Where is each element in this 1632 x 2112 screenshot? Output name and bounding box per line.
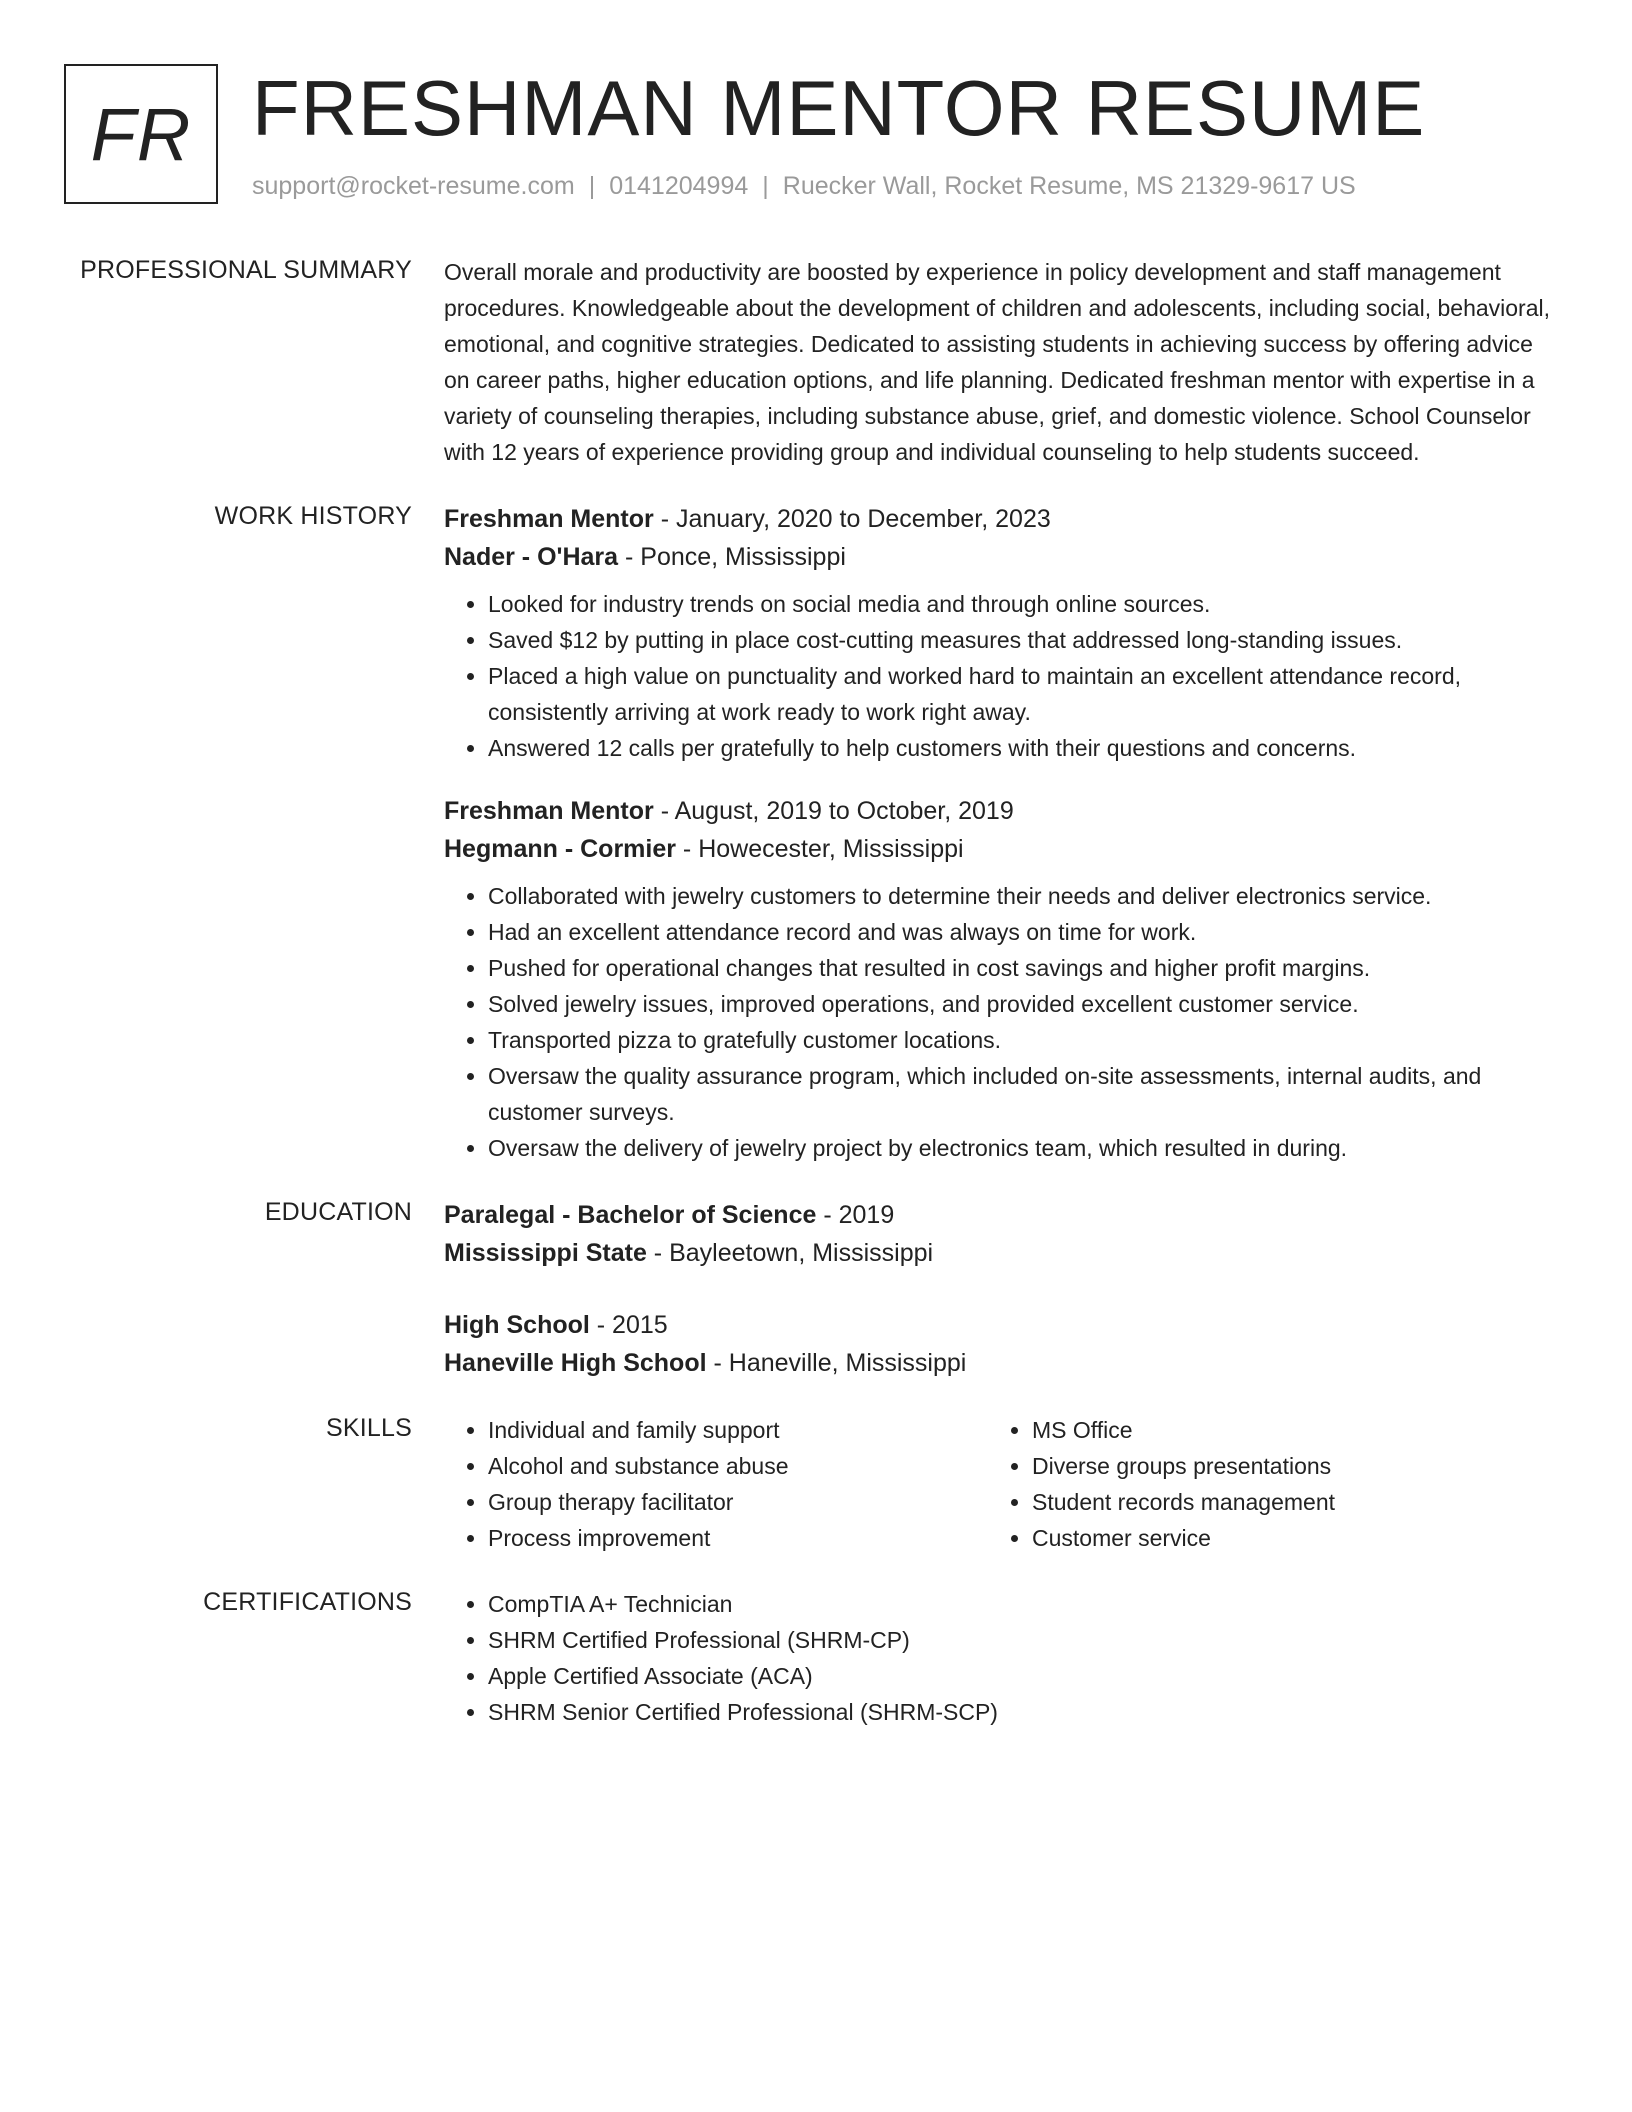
education-location: - Haneville, Mississippi — [706, 1349, 967, 1377]
job-entry — [444, 500, 1552, 766]
job-role: Freshman Mentor — [444, 797, 654, 825]
section-certifications — [0, 1586, 1632, 1730]
certifications-list — [444, 1586, 1552, 1730]
job-company: Hegmann - Cormier — [444, 835, 676, 863]
education-year: - 2015 — [589, 1311, 668, 1339]
section-title: EDUCATION — [264, 1198, 412, 1226]
skill-item: • Customer service — [1032, 1520, 1532, 1556]
job-bullets — [444, 586, 1552, 766]
section-work-history — [0, 500, 1632, 1166]
job-bullet: • Looked for industry trends on social media and through online sources. — [488, 586, 1552, 622]
job-bullet: • Saved $12 by putting in place cost-cutting measures that addressed long-standing issues. — [488, 622, 1552, 658]
job-bullet: • Transported pizza to gratefully customer locations. — [488, 1022, 1552, 1058]
resume-header — [64, 64, 1572, 214]
certification-item: • SHRM Senior Certified Professional (SHRM-SCP) — [488, 1694, 1552, 1730]
job-company-line — [444, 538, 1552, 576]
education-school: Haneville High School — [444, 1349, 707, 1377]
section-title: PROFESSIONAL SUMMARY — [80, 256, 412, 284]
certification-item: • CompTIA A+ Technician — [488, 1586, 1552, 1622]
education-degree-line — [444, 1196, 1552, 1234]
certification-item: • Apple Certified Associate (ACA) — [488, 1658, 1552, 1694]
contact-phone: 0141204994 — [609, 172, 749, 200]
contact-separator: | — [588, 172, 596, 200]
job-dates: - January, 2020 to December, 2023 — [653, 505, 1051, 533]
education-school-line — [444, 1234, 1552, 1272]
job-bullet: • Placed a high value on punctuality and worked hard to maintain an excellent attendance record, consistently arriving at work ready to work right away. — [488, 658, 1552, 730]
education-school-line — [444, 1344, 1552, 1382]
skill-item: • Alcohol and substance abuse — [488, 1448, 988, 1484]
skill-item: • MS Office — [1032, 1412, 1532, 1448]
job-entry — [444, 792, 1552, 1166]
education-school: Mississippi State — [444, 1239, 647, 1267]
certification-item: • SHRM Certified Professional (SHRM-CP) — [488, 1622, 1552, 1658]
job-location: - Howecester, Mississippi — [675, 835, 964, 863]
job-bullet: • Pushed for operational changes that resulted in cost savings and higher profit margins. — [488, 950, 1552, 986]
job-role-line — [444, 500, 1552, 538]
job-bullets — [444, 878, 1552, 1166]
section-body — [444, 1196, 1552, 1382]
contact-email: support@rocket-resume.com — [252, 172, 575, 200]
section-education — [0, 1196, 1632, 1382]
skill-item: • Process improvement — [488, 1520, 988, 1556]
contact-address: Ruecker Wall, Rocket Resume, MS 21329-9617 US — [782, 172, 1356, 200]
education-degree-line — [444, 1306, 1552, 1344]
job-bullet: • Oversaw the quality assurance program, which included on-site assessments, internal audits, and customer surveys. — [488, 1058, 1552, 1130]
skills-grid — [444, 1412, 1552, 1556]
job-bullet: • Collaborated with jewelry customers to determine their needs and deliver electronics service. — [488, 878, 1552, 914]
job-company-line — [444, 830, 1552, 868]
section-title: SKILLS — [326, 1414, 412, 1442]
job-company: Nader - O'Hara — [444, 543, 619, 571]
resume-title: FRESHMAN MENTOR RESUME — [252, 64, 1426, 152]
section-body — [444, 254, 1552, 470]
section-body — [444, 500, 1552, 1166]
monogram-badge: FR — [64, 64, 218, 204]
education-entry — [444, 1196, 1552, 1272]
education-entry — [444, 1306, 1552, 1382]
contact-separator: | — [762, 172, 769, 200]
skill-item: • Individual and family support — [488, 1412, 988, 1448]
resume-body — [0, 254, 1632, 1760]
skill-item: • Group therapy facilitator — [488, 1484, 988, 1520]
section-professional-summary — [0, 254, 1632, 470]
job-role-line — [444, 792, 1552, 830]
education-year: - 2019 — [816, 1201, 895, 1229]
section-body — [444, 1586, 1552, 1730]
job-location: - Ponce, Mississippi — [618, 543, 846, 571]
job-bullet: • Solved jewelry issues, improved operations, and provided excellent customer service. — [488, 986, 1552, 1022]
section-title: WORK HISTORY — [214, 502, 412, 530]
section-skills — [0, 1412, 1632, 1556]
summary-text: Overall morale and productivity are boosted by experience in policy development and staff management procedures. Knowledgeable about the development of children and adolescents, including social, behavioral, emotional, and cognitive strategies. Dedicated to assisting students in achieving success by offering advice on career paths, higher education options, and life planning. Dedicated freshman mentor with expertise in a variety of counseling therapies, including substance abuse, grief, and domestic violence. School Counselor with 12 years of experience providing group and individual counseling to help students succeed. — [444, 259, 1551, 465]
section-body — [444, 1412, 1552, 1556]
section-title: CERTIFICATIONS — [203, 1588, 412, 1616]
job-dates: - August, 2019 to October, 2019 — [653, 797, 1014, 825]
contact-line — [252, 172, 1356, 201]
skill-item: • Student records management — [1032, 1484, 1532, 1520]
skills-column-right — [988, 1412, 1532, 1556]
education-degree: Paralegal - Bachelor of Science — [444, 1201, 817, 1229]
job-bullet: • Answered 12 calls per gratefully to help customers with their questions and concerns. — [488, 730, 1552, 766]
job-bullet: • Oversaw the delivery of jewelry project by electronics team, which resulted in during. — [488, 1130, 1552, 1166]
education-location: - Bayleetown, Mississippi — [646, 1239, 934, 1267]
skills-column-left — [444, 1412, 988, 1556]
job-role: Freshman Mentor — [444, 505, 654, 533]
skill-item: • Diverse groups presentations — [1032, 1448, 1532, 1484]
education-degree: High School — [444, 1311, 590, 1339]
job-bullet: • Had an excellent attendance record and was always on time for work. — [488, 914, 1552, 950]
